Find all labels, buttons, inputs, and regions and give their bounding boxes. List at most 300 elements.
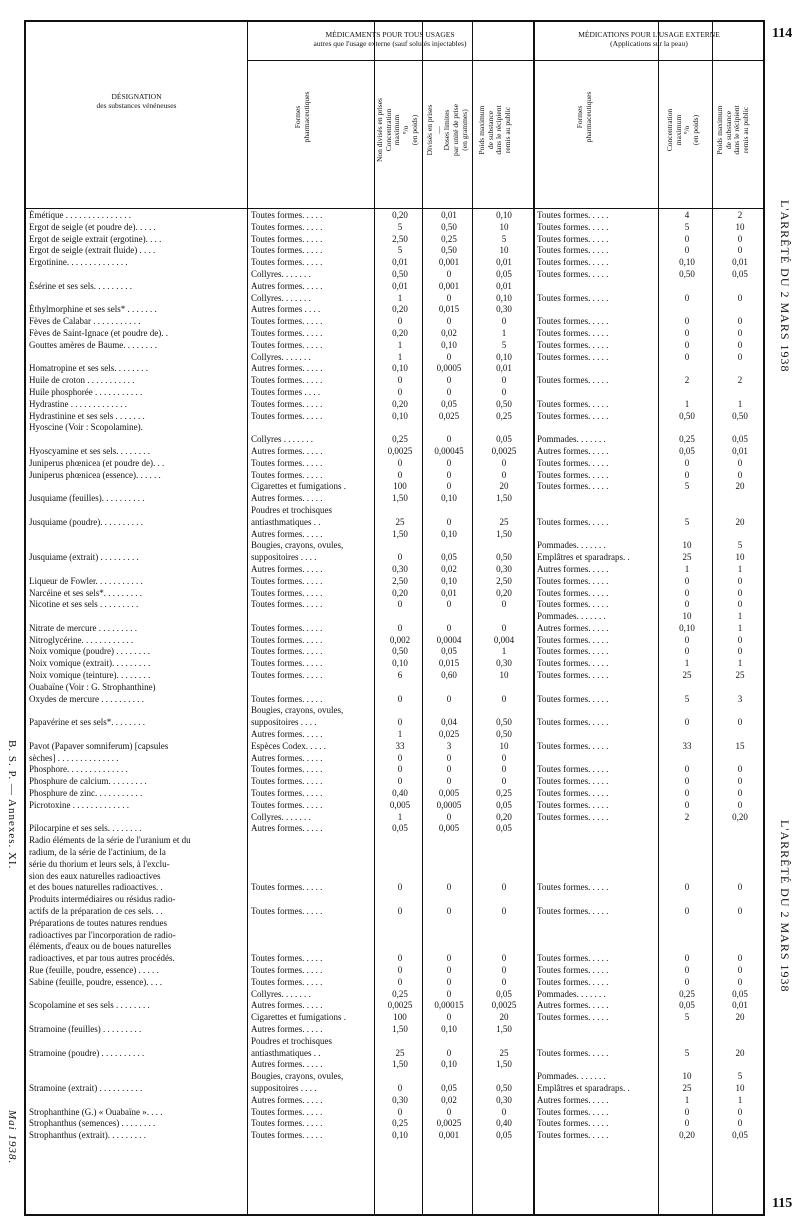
- table-row: [26, 576, 767, 588]
- table-row: [26, 635, 767, 647]
- table-cell: 0: [446, 752, 452, 763]
- table-cell: 0: [397, 386, 403, 397]
- table-cell: Toutes formes. . . . .: [537, 811, 609, 822]
- table-cell: 0: [446, 1012, 452, 1023]
- table-cell: 2,50: [496, 575, 512, 586]
- table-row: [26, 269, 767, 281]
- table-cell: 0: [501, 965, 507, 975]
- table-cell: 0: [397, 1106, 403, 1117]
- table-cell: actifs de la préparation de ces sels. . .: [29, 906, 163, 917]
- table-cell: Autres formes. . . . .: [251, 563, 323, 574]
- table-row: [26, 434, 767, 446]
- table-row: [26, 753, 767, 765]
- table-cell: 0,05: [496, 1130, 512, 1141]
- table-cell: et des boues naturelles radioactives. .: [29, 882, 163, 893]
- table-cell: 0,10: [392, 363, 408, 374]
- table-cell: 0: [446, 457, 452, 468]
- table-cell: 1: [684, 1094, 690, 1105]
- table-cell: Produits intermédiaires ou résidus radio-: [29, 894, 176, 905]
- table-row: [26, 717, 767, 729]
- table-cell: 0: [684, 976, 690, 987]
- table-cell: 0,0025: [491, 445, 517, 456]
- table-cell: 0,20: [392, 304, 408, 315]
- table-cell: 0: [737, 646, 743, 657]
- table-cell: Toutes formes. . . . .: [251, 658, 323, 669]
- table-cell: 0: [737, 788, 743, 799]
- table-cell: 25: [682, 670, 692, 681]
- table-cell: 0,50: [496, 552, 512, 563]
- table-cell: Toutes formes. . . . .: [251, 469, 323, 480]
- table-cell: Autres formes. . . . .: [251, 280, 323, 291]
- table-cell: 0: [737, 351, 743, 362]
- table-cell: 0,001: [438, 257, 460, 268]
- table-body: [26, 210, 767, 1142]
- table-cell: Toutes formes. . . . .: [251, 375, 323, 386]
- table-cell: 5: [684, 221, 690, 232]
- table-row: [26, 729, 767, 741]
- table-cell: 0: [684, 327, 690, 338]
- table-row: [26, 823, 767, 835]
- table-cell: Nicotine et ses sels . . . . . . . . .: [29, 599, 139, 610]
- table-cell: 10: [499, 245, 509, 256]
- table-cell: Pavot (Papaver somniferum) [capsules: [29, 740, 169, 751]
- table-cell: Pommades. . . . . . .: [537, 434, 606, 445]
- table-cell: Narcéine et ses sels*. . . . . . . . .: [29, 587, 142, 598]
- table-cell: Noix vomique (extrait). . . . . . . . .: [29, 658, 151, 669]
- table-cell: 0,50: [441, 245, 457, 256]
- table-cell: Toutes formes. . . . .: [537, 658, 609, 669]
- table-cell: Toutes formes. . . . .: [537, 245, 609, 256]
- table-cell: Phosphure de zinc. . . . . . . . . . .: [29, 788, 143, 799]
- table-cell: Toutes formes. . . . .: [537, 717, 609, 728]
- table-cell: Toutes formes. . . . .: [251, 882, 323, 893]
- table-cell: Pommades. . . . . . .: [537, 611, 606, 622]
- table-cell: 0,00015: [434, 1000, 464, 1011]
- table-cell: série du thorium et leurs sels, à l'exclu-: [29, 858, 170, 869]
- table-row: [26, 1130, 767, 1142]
- table-cell: 5: [737, 540, 743, 551]
- table-cell: 33: [395, 740, 405, 751]
- table-row: [26, 458, 767, 470]
- table-cell: 0,50: [496, 717, 512, 728]
- table-cell: 0: [684, 764, 690, 775]
- table-cell: 0: [397, 776, 403, 787]
- table-cell: Cigarettes et fumigations .: [251, 481, 346, 492]
- table-cell: 0: [397, 599, 403, 610]
- table-cell: 1,50: [496, 493, 512, 504]
- table-cell: 25: [682, 1082, 692, 1093]
- table-cell: 0: [446, 469, 452, 480]
- table-cell: Jusquiame (extrait) . . . . . . . . .: [29, 552, 139, 563]
- table-cell: 0,10: [392, 658, 408, 669]
- table-cell: Toutes formes. . . . .: [251, 233, 323, 244]
- page-number-bottom: 115: [772, 1196, 793, 1211]
- table-cell: 0: [397, 375, 403, 386]
- table-cell: Scopolamine et ses sels . . . . . . . .: [29, 1000, 150, 1011]
- table-cell: 0: [737, 1106, 743, 1117]
- table-row: [26, 694, 767, 706]
- table-row: [26, 977, 767, 989]
- table-cell: 5: [684, 693, 690, 704]
- table-cell: 0,01: [496, 257, 512, 268]
- table-cell: 2: [684, 375, 690, 386]
- table-cell: 10: [499, 670, 509, 681]
- table-cell: 0,015: [438, 304, 460, 315]
- table-cell: 0,05: [496, 434, 512, 445]
- table-cell: 10: [499, 221, 509, 232]
- table-cell: 0,10: [441, 493, 457, 504]
- group-rule: [247, 60, 763, 61]
- table-cell: 0: [446, 316, 452, 327]
- table-cell: 0,01: [496, 363, 512, 374]
- table-cell: 0,25: [496, 410, 512, 421]
- table-cell: Juniperus phœnicea (et poudre de). . .: [29, 457, 165, 468]
- table-row: [26, 859, 767, 871]
- table-cell: Toutes formes. . . . .: [537, 587, 609, 598]
- table-cell: Collyres. . . . . . .: [251, 811, 311, 822]
- table-cell: 0,20: [392, 327, 408, 338]
- table-cell: 0,001: [438, 1130, 460, 1141]
- table-cell: 1: [737, 1094, 743, 1105]
- table-cell: 0: [446, 599, 452, 610]
- table-row: [26, 741, 767, 753]
- table-row: [26, 941, 767, 953]
- table-cell: 0: [397, 953, 403, 964]
- table-cell: 0,005: [438, 788, 460, 799]
- table-cell: 0: [737, 1118, 743, 1129]
- table-cell: Toutes formes. . . . .: [537, 799, 609, 810]
- table-cell: Toutes formes. . . . .: [537, 1106, 609, 1117]
- table-cell: 0: [684, 233, 690, 244]
- table-cell: 0: [397, 693, 403, 704]
- table-cell: 0,30: [496, 304, 512, 315]
- table-cell: 20: [499, 481, 509, 492]
- table-cell: 0: [737, 906, 743, 917]
- table-cell: 0: [684, 882, 690, 893]
- table-row: [26, 210, 767, 222]
- table-row: [26, 281, 767, 293]
- table-row: [26, 1095, 767, 1107]
- table-cell: 0,20: [496, 811, 512, 822]
- table-cell: antiasthmatiques . .: [251, 516, 321, 527]
- table-cell: 2: [737, 375, 743, 386]
- table-cell: 0: [501, 316, 507, 327]
- table-row: [26, 918, 767, 930]
- table-cell: 0,025: [438, 729, 460, 740]
- table-cell: 10: [735, 1082, 745, 1093]
- table-cell: 1: [684, 398, 690, 409]
- table-cell: 0,30: [496, 658, 512, 669]
- table-cell: 0: [446, 622, 452, 633]
- table-cell: Huile de croton . . . . . . . . . . .: [29, 375, 135, 386]
- table-cell: Jusquiame (poudre). . . . . . . . . .: [29, 516, 143, 527]
- table-cell: Toutes formes. . . . .: [537, 257, 609, 268]
- margin-date: Mai 1938.: [6, 1110, 18, 1165]
- table-cell: 0,005: [389, 799, 411, 810]
- table-cell: Toutes formes. . . . .: [251, 622, 323, 633]
- table-cell: 4: [684, 210, 690, 220]
- table-cell: Ouabaïne (Voir : G. Strophanthine): [29, 681, 156, 692]
- table-cell: 0,60: [441, 670, 457, 681]
- header-formes-2: Formes pharmaceutiques: [575, 91, 593, 143]
- header-non-divises: Non divisés en prises Concentration maximum °/o (en poids): [375, 98, 419, 162]
- table-cell: Fèves de Saint-Ignace (et poudre de). .: [29, 327, 168, 338]
- table-cell: 0,50: [732, 410, 748, 421]
- table-cell: Autres formes. . . . .: [537, 1000, 609, 1011]
- table-cell: 100: [393, 1012, 407, 1023]
- table-cell: Autres formes. . . . .: [537, 445, 609, 456]
- table-cell: 0,25: [679, 434, 695, 445]
- table-cell: 10: [682, 611, 692, 622]
- table-cell: 0,05: [496, 823, 512, 834]
- table-row: [26, 1071, 767, 1083]
- table-cell: Bougies, crayons, ovules,: [251, 1071, 344, 1082]
- table-cell: 0,05: [496, 268, 512, 279]
- table-cell: 0: [684, 965, 690, 975]
- table-cell: 0: [737, 976, 743, 987]
- table-cell: 2: [737, 210, 743, 220]
- table-cell: Autres formes . . . .: [251, 304, 321, 315]
- table-cell: 5: [684, 1047, 690, 1058]
- header-poids-2: Poids maximum de substance dans le récipient remis au public: [715, 105, 750, 155]
- table-cell: 0,20: [392, 398, 408, 409]
- table-cell: 0,25: [392, 1118, 408, 1129]
- table-cell: 0: [501, 457, 507, 468]
- table-cell: 0,015: [438, 658, 460, 669]
- table-cell: 0: [446, 976, 452, 987]
- table-cell: 0,10: [441, 528, 457, 539]
- table-cell: Toutes formes. . . . .: [251, 1106, 323, 1117]
- table-cell: 0,25: [496, 788, 512, 799]
- table-cell: 0: [446, 811, 452, 822]
- table-row: [26, 1036, 767, 1048]
- table-cell: Toutes formes. . . . .: [251, 906, 323, 917]
- table-cell: 0,025: [438, 410, 460, 421]
- table-cell: 0,50: [496, 1082, 512, 1093]
- table-cell: 0,0025: [387, 445, 413, 456]
- table-row: [26, 646, 767, 658]
- table-cell: Ergot de seigle (et poudre de). . . . .: [29, 221, 156, 232]
- table-cell: 0: [397, 316, 403, 327]
- table-cell: 20: [735, 481, 745, 492]
- table-cell: Strophanthine (G.) « Ouabaïne ». . . .: [29, 1106, 163, 1117]
- table-cell: 0,005: [438, 823, 460, 834]
- header-rule: [26, 208, 763, 209]
- table-cell: Phosphore. . . . . . . . . . . . . .: [29, 764, 128, 775]
- table-cell: Toutes formes. . . . .: [251, 646, 323, 657]
- table-cell: Toutes formes. . . . .: [251, 953, 323, 964]
- table-cell: Toutes formes. . . . .: [537, 410, 609, 421]
- table-cell: Collyres. . . . . . .: [251, 988, 311, 999]
- table-cell: 0,50: [441, 221, 457, 232]
- table-cell: 0: [737, 245, 743, 256]
- table-row: [26, 1107, 767, 1119]
- table-cell: 0,10: [392, 410, 408, 421]
- table-cell: 0: [684, 469, 690, 480]
- table-cell: 0: [446, 375, 452, 386]
- table-row: [26, 257, 767, 269]
- table-cell: Sabine (feuille, poudre, essence). . . .: [29, 976, 162, 987]
- table-cell: 0: [446, 965, 452, 975]
- header-poids-1: Poids maximum de substance dans le récipient remis au public: [477, 105, 512, 155]
- table-row: [26, 930, 767, 942]
- table-cell: Emplâtres et sparadraps. .: [537, 552, 630, 563]
- table-cell: 0,05: [441, 1082, 457, 1093]
- table-cell: 0: [501, 976, 507, 987]
- table-cell: 25: [395, 516, 405, 527]
- table-row: [26, 965, 767, 977]
- header-designation: DÉSIGNATION des substances vénéneuses: [96, 92, 177, 110]
- table-cell: 0,25: [392, 988, 408, 999]
- table-cell: 0: [446, 764, 452, 775]
- table-cell: 0,0005: [436, 363, 462, 374]
- page-number-top: 114: [772, 26, 793, 41]
- table-cell: 0: [446, 351, 452, 362]
- table-row: [26, 1024, 767, 1036]
- table-cell: 0: [737, 292, 743, 303]
- table-cell: Préparations de toutes natures rendues: [29, 917, 167, 928]
- table-cell: 0,10: [496, 210, 512, 220]
- table-cell: Toutes formes. . . . .: [251, 1118, 323, 1129]
- table-row: [26, 588, 767, 600]
- table-row: [26, 682, 767, 694]
- table-cell: 0: [737, 799, 743, 810]
- table-cell: Toutes formes. . . . .: [251, 410, 323, 421]
- table-cell: 6: [397, 670, 403, 681]
- table-cell: 0: [397, 622, 403, 633]
- table-cell: 0,05: [441, 552, 457, 563]
- table-cell: 2: [684, 811, 690, 822]
- table-cell: Collyres. . . . . . .: [251, 351, 311, 362]
- table-row: [26, 517, 767, 529]
- table-cell: 1,50: [496, 528, 512, 539]
- table-cell: 0,05: [496, 988, 512, 999]
- table-cell: 0: [397, 965, 403, 975]
- table-cell: Pommades. . . . . . .: [537, 540, 606, 551]
- table-row: [26, 670, 767, 682]
- table-row: [26, 446, 767, 458]
- table-cell: 0: [397, 717, 403, 728]
- table-cell: Toutes formes. . . . .: [251, 457, 323, 468]
- table-cell: 2,50: [392, 233, 408, 244]
- table-cell: 2,50: [392, 575, 408, 586]
- table-cell: Phosphure de calcium. . . . . . . . .: [29, 776, 147, 787]
- table-cell: Ésérine et ses sels. . . . . . . . .: [29, 280, 132, 291]
- table-cell: Toutes formes. . . . .: [537, 976, 609, 987]
- table-row: [26, 222, 767, 234]
- table-cell: Toutes formes. . . . .: [537, 327, 609, 338]
- table-cell: 0,20: [496, 587, 512, 598]
- table-cell: 0: [397, 906, 403, 917]
- table-row: [26, 540, 767, 552]
- table-cell: 0: [446, 481, 452, 492]
- header-group-external: MÉDICATIONS POUR L'USAGE EXTERNE (Applications sur la peau): [578, 30, 720, 48]
- table-cell: Autres formes. . . . .: [251, 729, 323, 740]
- header-group-internal: MÉDICAMENTS POUR TOUS USAGES autres que l'usage externe (sauf solutés injectables): [313, 30, 467, 48]
- table-cell: 0,20: [679, 1130, 695, 1141]
- table-cell: 1: [397, 811, 403, 822]
- table-cell: 0: [446, 988, 452, 999]
- table-cell: 1: [397, 351, 403, 362]
- table-cell: Toutes formes. . . . .: [251, 257, 323, 268]
- table-row: [26, 304, 767, 316]
- table-cell: 0: [684, 634, 690, 645]
- table-cell: 1: [684, 563, 690, 574]
- table-cell: Autres formes. . . . .: [251, 445, 323, 456]
- table-cell: 0: [446, 386, 452, 397]
- table-cell: suppositoires . . . .: [251, 552, 317, 563]
- table-cell: Autres formes. . . . .: [251, 823, 323, 834]
- table-cell: Toutes formes. . . . .: [537, 882, 609, 893]
- table-cell: 5: [501, 233, 507, 244]
- table-cell: 0: [737, 457, 743, 468]
- table-cell: 0: [737, 634, 743, 645]
- table-cell: Autres formes. . . . .: [251, 1023, 323, 1034]
- table-cell: Toutes formes. . . . .: [537, 221, 609, 232]
- table-row: [26, 812, 767, 824]
- table-cell: 0: [397, 469, 403, 480]
- table-row: [26, 882, 767, 894]
- table-cell: Hydrastine . . . . . . . . . . . . .: [29, 398, 127, 409]
- table-row: [26, 623, 767, 635]
- table-cell: 5: [397, 221, 403, 232]
- table-cell: 0: [684, 776, 690, 787]
- table-row: [26, 1083, 767, 1095]
- table-cell: Strophanthus (semences) . . . . . . . .: [29, 1118, 156, 1129]
- table-cell: 0: [684, 717, 690, 728]
- table-row: [26, 705, 767, 717]
- table-cell: 0,50: [496, 398, 512, 409]
- table-cell: 0,10: [441, 1023, 457, 1034]
- table-cell: Toutes formes. . . . .: [537, 316, 609, 327]
- table-cell: 1: [684, 658, 690, 669]
- table-row: [26, 470, 767, 482]
- table-cell: 0: [737, 575, 743, 586]
- table-cell: 0: [737, 587, 743, 598]
- table-cell: 0: [684, 292, 690, 303]
- table-cell: 0: [397, 976, 403, 987]
- table-cell: 0,40: [392, 788, 408, 799]
- table-cell: 5: [684, 481, 690, 492]
- table-cell: 0: [446, 882, 452, 893]
- table-cell: 25: [682, 552, 692, 563]
- table-cell: Poudres et trochisques: [251, 1035, 332, 1046]
- table-cell: 0: [737, 953, 743, 964]
- table-cell: Toutes formes. . . . .: [251, 575, 323, 586]
- table-cell: 0,0025: [387, 1000, 413, 1011]
- table-cell: 0: [446, 268, 452, 279]
- table-cell: 0,05: [732, 434, 748, 445]
- table-row: [26, 375, 767, 387]
- table-cell: 0,04: [441, 717, 457, 728]
- table-cell: 0: [684, 788, 690, 799]
- table-cell: Fèves de Calabar . . . . . . . . . . .: [29, 316, 141, 327]
- table-cell: Poudres et trochisques: [251, 504, 332, 515]
- table-cell: 1: [501, 646, 507, 657]
- table-cell: 0,10: [392, 1130, 408, 1141]
- table-row: [26, 493, 767, 505]
- table-cell: Autres formes. . . . .: [251, 1000, 323, 1011]
- table-row: [26, 411, 767, 423]
- table-cell: 0,05: [441, 646, 457, 657]
- table-cell: Toutes formes. . . . .: [251, 776, 323, 787]
- table-cell: Espèces Codex. . . . .: [251, 740, 326, 751]
- table-cell: radium, de la série de l'actinium, de la: [29, 847, 166, 858]
- table-cell: 0,01: [392, 257, 408, 268]
- table-cell: 5: [397, 245, 403, 256]
- table-cell: 0: [446, 693, 452, 704]
- table-cell: Bougies, crayons, ovules,: [251, 705, 344, 716]
